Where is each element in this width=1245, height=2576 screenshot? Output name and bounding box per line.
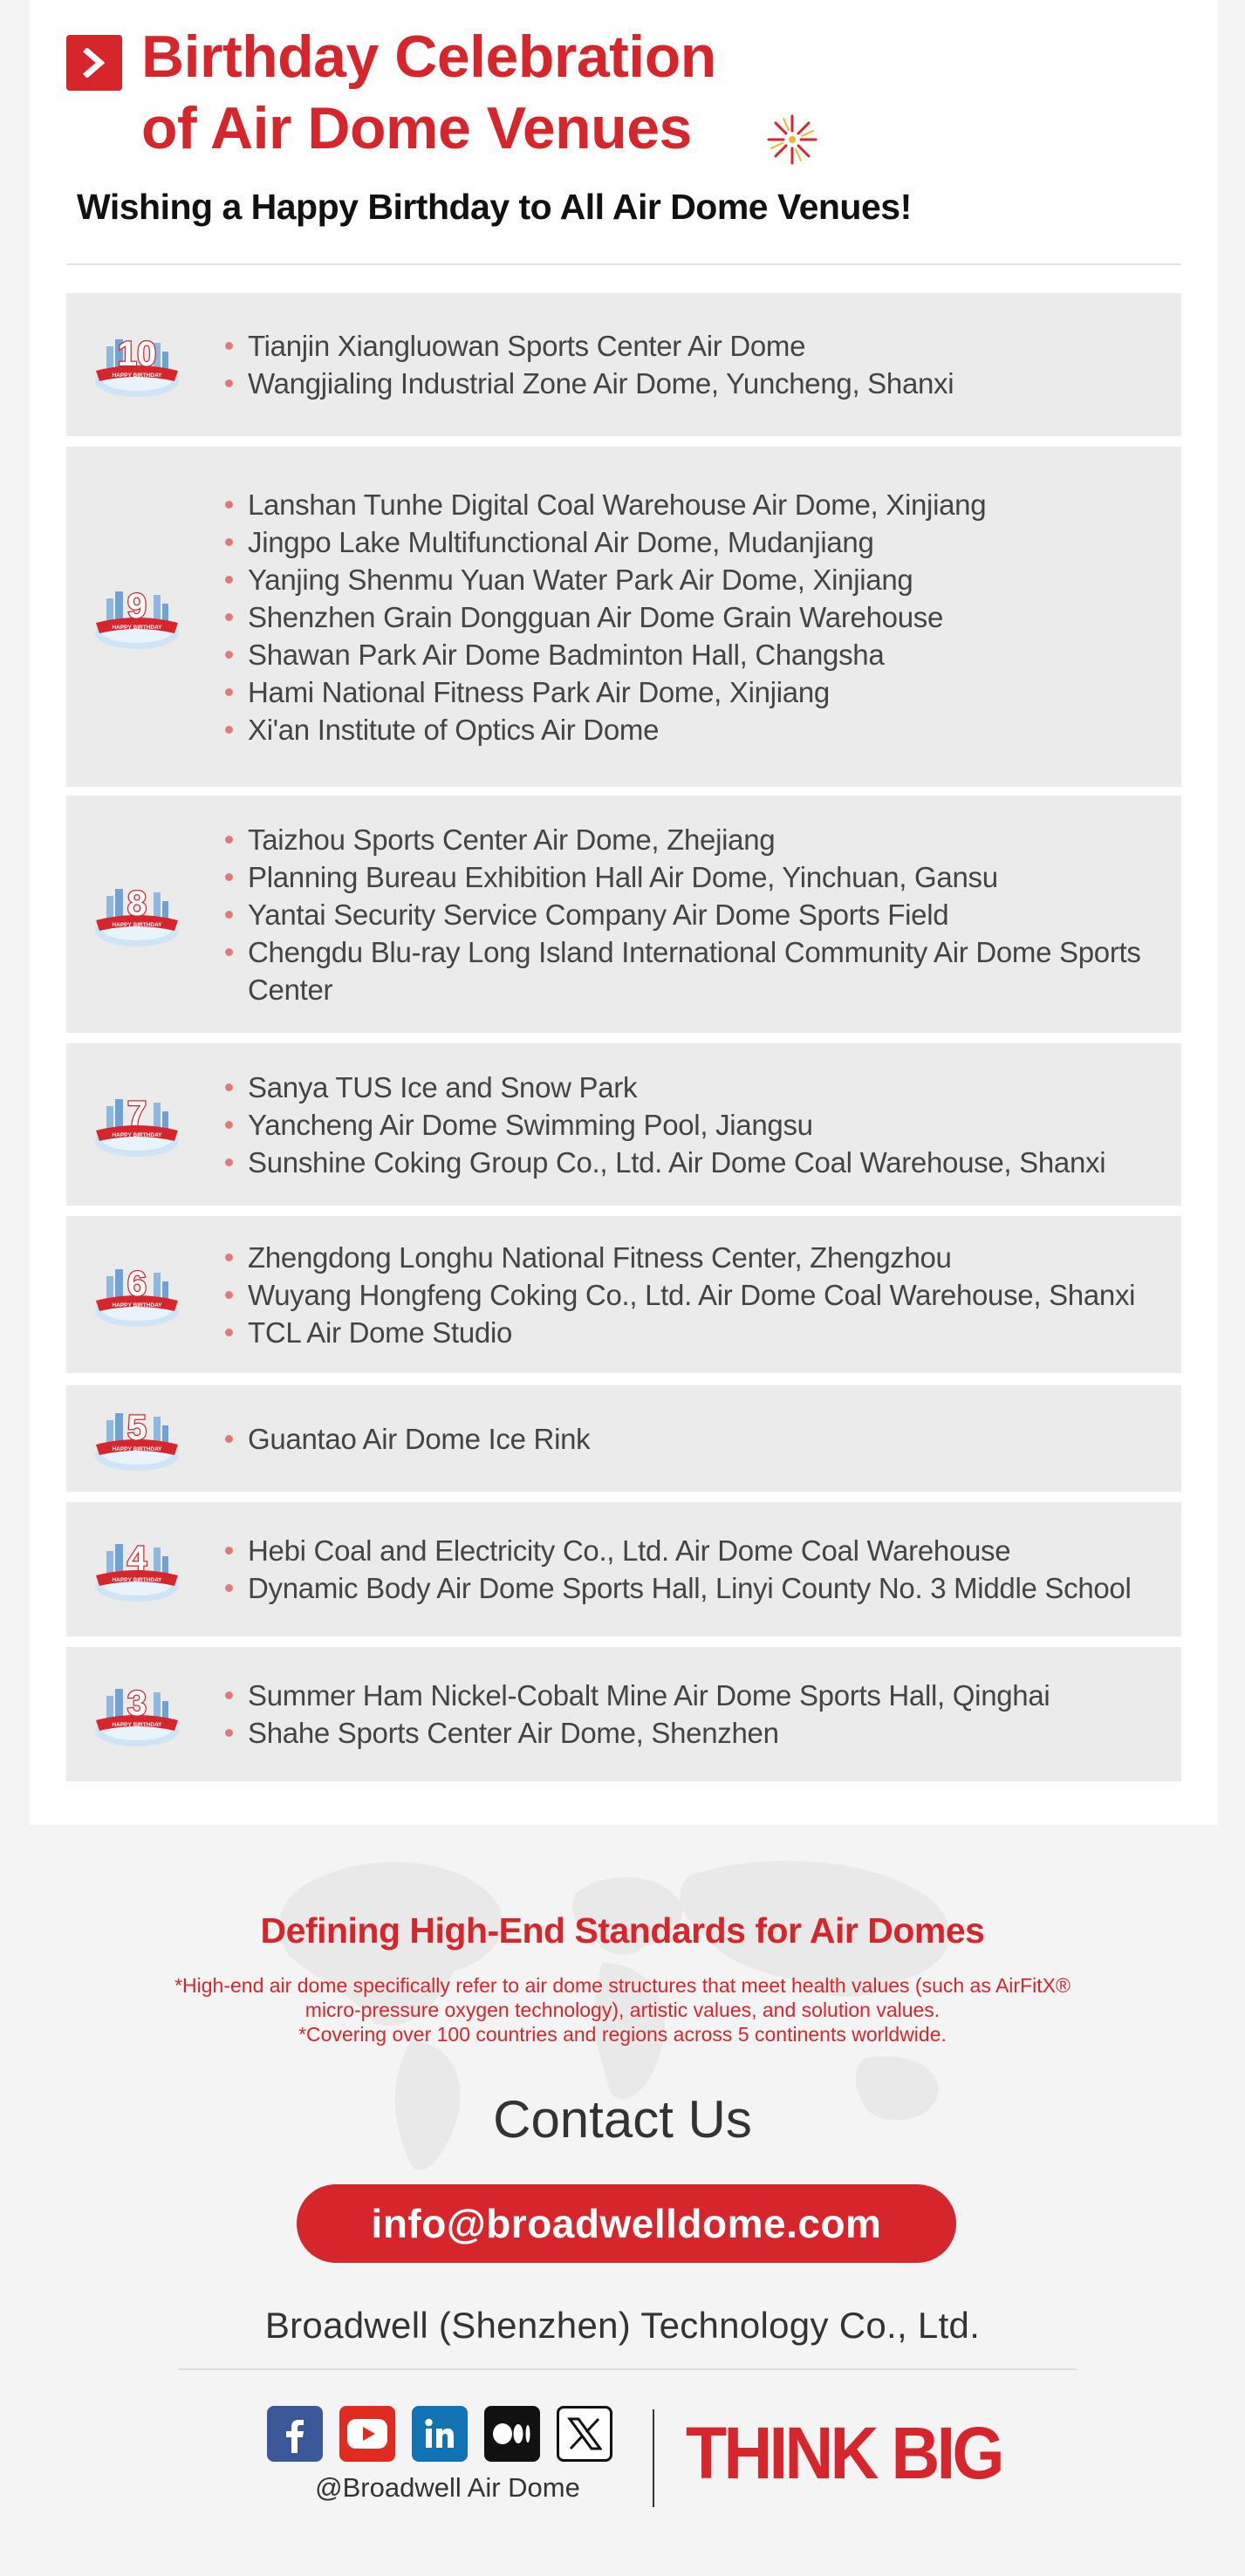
bullet-icon — [225, 911, 233, 919]
medium-icon[interactable] — [484, 2406, 540, 2462]
title-line-1: Birthday Celebration — [141, 24, 716, 90]
badge-caption: HAPPY BIRTHDAY — [112, 1722, 162, 1728]
x-icon[interactable] — [557, 2406, 612, 2462]
venue-item — [223, 636, 1164, 673]
badge-caption: HAPPY BIRTHDAY — [112, 1446, 162, 1452]
linkedin-icon[interactable] — [412, 2406, 468, 2462]
footnote-line: *Covering over 100 countries and regions across 5 continents worldwide. — [298, 2023, 947, 2046]
bullet-icon — [225, 1121, 233, 1129]
anniversary-group — [66, 1647, 1181, 1781]
venue-item — [223, 711, 1164, 748]
social-links — [267, 2406, 612, 2462]
venue-item — [223, 896, 1164, 933]
venue-item — [223, 365, 1164, 402]
footnote-line: *High-end air dome specifically refer to air dome structures that meet health values (such as AirFitX® — [174, 1974, 1071, 1997]
badge-caption: HAPPY BIRTHDAY — [112, 1302, 162, 1308]
anniversary-years: 5 — [127, 1409, 147, 1447]
venue-list — [223, 1069, 1164, 1181]
brand-logo: THINK BIG — [686, 2412, 1002, 2494]
chevron-right-icon — [66, 35, 122, 91]
bullet-icon — [225, 1158, 233, 1166]
bullet-icon — [225, 1291, 233, 1299]
bullet-icon — [225, 1584, 233, 1592]
venue-name: Jingpo Lake Multifunctional Air Dome, Mudanjiang — [248, 526, 874, 558]
page-title — [141, 21, 716, 164]
venue-name: Planning Bureau Exhibition Hall Air Dome, Yinchuan, Gansu — [248, 861, 998, 893]
venue-name: Dynamic Body Air Dome Sports Hall, Linyi County No. 3 Middle School — [248, 1572, 1132, 1604]
venue-list — [223, 821, 1164, 1008]
anniversary-years: 9 — [127, 587, 147, 625]
bullet-icon — [225, 342, 233, 350]
bullet-icon — [225, 688, 233, 696]
venue-list — [223, 1420, 1164, 1458]
venue-name: Shenzhen Grain Dongguan Air Dome Grain Warehouse — [248, 601, 944, 633]
venue-item — [223, 1314, 1164, 1351]
bullet-icon — [225, 1547, 233, 1554]
venue-name: Yantai Security Service Company Air Dome Sports Field — [248, 899, 949, 931]
badge-caption: HAPPY BIRTHDAY — [112, 922, 162, 928]
anniversary-badge-icon — [89, 1401, 185, 1476]
anniversary-years: 3 — [127, 1684, 147, 1723]
venue-list — [223, 327, 1164, 402]
anniversary-years: 8 — [127, 885, 147, 923]
venue-name: Sanya TUS Ice and Snow Park — [248, 1071, 638, 1104]
venue-item — [223, 1106, 1164, 1144]
venue-item — [223, 858, 1164, 896]
bullet-icon — [225, 1083, 233, 1091]
youtube-icon[interactable] — [339, 2406, 395, 2462]
venue-name: TCL Air Dome Studio — [248, 1316, 513, 1349]
venue-name: Shahe Sports Center Air Dome, Shenzhen — [248, 1717, 779, 1749]
anniversary-group — [66, 1216, 1181, 1373]
venue-name: Guantao Air Dome Ice Rink — [248, 1423, 591, 1455]
venue-name: Zhengdong Longhu National Fitness Center, Zhengzhou — [248, 1241, 952, 1274]
venue-name: Lanshan Tunhe Digital Coal Warehouse Air Dome, Xinjiang — [248, 489, 987, 521]
subtitle: Wishing a Happy Birthday to All Air Dome Venues! — [77, 187, 912, 227]
venue-item — [223, 1144, 1164, 1181]
venue-name: Yancheng Air Dome Swimming Pool, Jiangsu — [248, 1109, 813, 1141]
badge-caption: HAPPY BIRTHDAY — [112, 372, 162, 379]
anniversary-group — [66, 447, 1181, 787]
bullet-icon — [225, 836, 233, 844]
bullet-icon — [225, 651, 233, 659]
bullet-icon — [225, 1329, 233, 1336]
badge-caption: HAPPY BIRTHDAY — [112, 625, 162, 631]
social-handle: @Broadwell Air Dome — [315, 2472, 580, 2503]
anniversary-years: 6 — [127, 1265, 147, 1303]
bullet-icon — [225, 538, 233, 546]
venue-item — [223, 561, 1164, 598]
venue-item — [223, 673, 1164, 711]
bullet-icon — [225, 1729, 233, 1737]
title-line-2: of Air Dome Venues — [141, 95, 692, 161]
venue-name: Wangjialing Industrial Zone Air Dome, Yuncheng, Shanxi — [248, 367, 954, 400]
bullet-icon — [225, 873, 233, 881]
footnote-line: micro-pressure oxygen technology), artistic values, and solution values. — [304, 1999, 941, 2021]
venue-item — [223, 1420, 1164, 1458]
venue-list — [223, 1239, 1164, 1351]
slogan: Defining High-End Standards for Air Domes — [260, 1910, 985, 1951]
venue-name: Xi'an Institute of Optics Air Dome — [248, 714, 660, 746]
venue-name: Hami National Fitness Park Air Dome, Xinjiang — [248, 676, 830, 708]
anniversary-badge-icon — [89, 327, 185, 402]
venue-item — [223, 933, 1164, 1008]
anniversary-badge-icon — [89, 1677, 185, 1752]
bullet-icon — [225, 1435, 233, 1443]
venue-item — [223, 598, 1164, 636]
bullet-icon — [225, 726, 233, 734]
divider — [178, 2368, 1077, 2370]
anniversary-years: 7 — [127, 1095, 147, 1133]
bullet-icon — [225, 1254, 233, 1261]
anniversary-years: 10 — [117, 335, 157, 373]
anniversary-badge-icon — [89, 1532, 185, 1607]
anniversary-group — [66, 1043, 1181, 1206]
venue-item — [223, 1569, 1164, 1607]
facebook-icon[interactable] — [267, 2406, 323, 2462]
bullet-icon — [225, 576, 233, 584]
venue-item — [223, 821, 1164, 858]
anniversary-group — [66, 1502, 1181, 1636]
divider — [653, 2409, 654, 2507]
bullet-icon — [225, 613, 233, 621]
badge-caption: HAPPY BIRTHDAY — [112, 1577, 162, 1583]
contact-title: Contact Us — [493, 2090, 752, 2149]
venue-name: Summer Ham Nickel-Cobalt Mine Air Dome Sports Hall, Qinghai — [248, 1679, 1050, 1712]
venue-name: Taizhou Sports Center Air Dome, Zhejiang — [248, 823, 776, 856]
venue-item — [223, 1714, 1164, 1752]
email-button[interactable]: info@broadwelldome.com — [297, 2184, 956, 2263]
bullet-icon — [225, 1691, 233, 1699]
venue-item — [223, 486, 1164, 523]
venue-name: Sunshine Coking Group Co., Ltd. Air Dome Coal Warehouse, Shanxi — [248, 1146, 1106, 1179]
venue-item — [223, 1677, 1164, 1714]
anniversary-badge-icon — [89, 579, 185, 654]
anniversary-group — [66, 796, 1181, 1033]
venue-name: Hebi Coal and Electricity Co., Ltd. Air Dome Coal Warehouse — [248, 1534, 1011, 1567]
bullet-icon — [225, 379, 233, 387]
venue-item — [223, 327, 1164, 365]
venue-list — [223, 1677, 1164, 1752]
venue-item — [223, 523, 1164, 561]
bullet-icon — [225, 948, 233, 956]
venue-list — [223, 1532, 1164, 1607]
venue-item — [223, 1239, 1164, 1276]
divider — [66, 263, 1181, 265]
venue-list — [223, 486, 1164, 748]
bullet-icon — [225, 501, 233, 509]
venue-name: Chengdu Blu-ray Long Island International Community Air Dome Sports Center — [248, 936, 1141, 1006]
venue-name: Wuyang Hongfeng Coking Co., Ltd. Air Dome Coal Warehouse, Shanxi — [248, 1279, 1136, 1311]
anniversary-group — [66, 1385, 1181, 1492]
venue-item — [223, 1532, 1164, 1569]
company-name: Broadwell (Shenzhen) Technology Co., Ltd. — [264, 2305, 981, 2346]
venue-name: Tianjin Xiangluowan Sports Center Air Dome — [248, 330, 806, 362]
venue-item — [223, 1276, 1164, 1314]
anniversary-badge-icon — [89, 1257, 185, 1332]
venue-item — [223, 1069, 1164, 1106]
anniversary-years: 4 — [127, 1540, 147, 1578]
firework-icon — [766, 113, 818, 166]
anniversary-badge-icon — [89, 877, 185, 952]
anniversary-group — [66, 293, 1181, 436]
anniversary-badge-icon — [89, 1087, 185, 1162]
badge-caption: HAPPY BIRTHDAY — [112, 1132, 162, 1138]
venue-name: Shawan Park Air Dome Badminton Hall, Changsha — [248, 639, 885, 671]
venue-name: Yanjing Shenmu Yuan Water Park Air Dome, Xinjiang — [248, 564, 913, 596]
